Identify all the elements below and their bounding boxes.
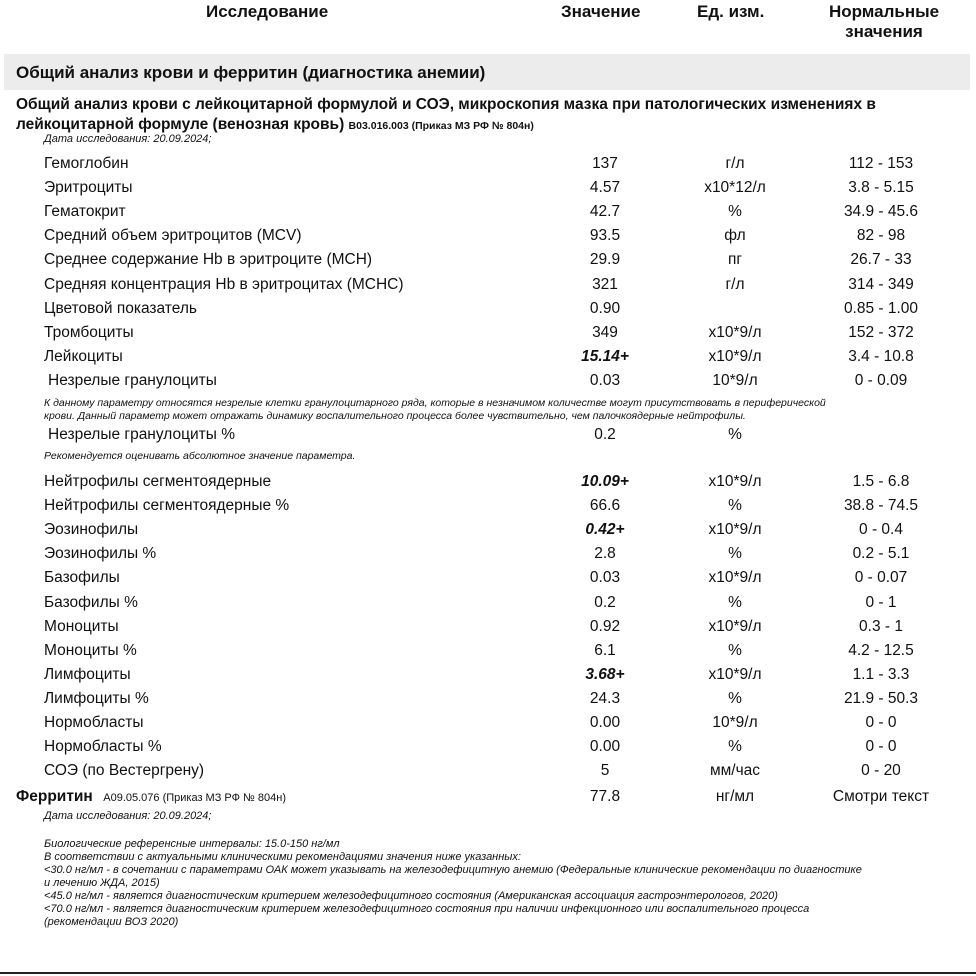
row-name: Незрелые гранулоциты % <box>48 426 235 443</box>
row-name: Эритроциты <box>44 179 133 197</box>
table-row <box>0 471 976 493</box>
row-name: Тромбоциты <box>44 323 134 341</box>
row-value: 0.2 <box>594 593 616 611</box>
table-row <box>0 370 976 392</box>
immature-note-line2: крови. Данный параметр может отражать динамику воспалительного процесса более чувствительно, чем палочкоядерные нейтрофилы. <box>44 410 746 422</box>
row-norm: 0 - 0.09 <box>854 371 908 389</box>
row-norm: 152 - 372 <box>848 323 914 341</box>
table-row <box>0 640 976 662</box>
row-norm: 0.3 - 1 <box>859 617 903 635</box>
row-name: Лейкоциты <box>44 347 123 365</box>
row-name: Гематокрит <box>44 203 126 221</box>
cbc-title <box>16 95 972 136</box>
row-unit: % <box>728 203 742 221</box>
row-name: Средний объем эритроцитов (MCV) <box>44 227 302 245</box>
ferritin-unit: нг/мл <box>715 788 755 805</box>
row-unit: % <box>728 689 742 707</box>
row-name: Нейтрофилы сегментоядерные <box>44 473 272 490</box>
table-row <box>0 688 976 710</box>
row-norm: 3.4 - 10.8 <box>848 347 914 365</box>
row-name: Лимфоциты % <box>44 689 149 707</box>
row-norm: 112 - 153 <box>848 155 914 172</box>
table-row <box>0 346 976 368</box>
row-value: 6.1 <box>594 641 616 659</box>
header-norm-line1: Нормальные <box>828 2 940 21</box>
table-row <box>0 664 976 686</box>
row-unit: % <box>728 497 742 515</box>
table-row <box>0 201 976 223</box>
row-name: Среднее содержание Hb в эритроците (MCH) <box>44 251 373 269</box>
row-name: Лимфоциты <box>44 665 131 683</box>
row-unit: пг <box>727 251 743 269</box>
row-name: Нормобласты <box>44 714 144 731</box>
row-unit: 10*9/л <box>712 714 758 731</box>
row-unit: x10*9/л <box>708 617 762 635</box>
row-value: 0.03 <box>589 371 621 389</box>
ferritin-name: Ферритин <box>16 788 93 805</box>
ferritin-notes <box>44 838 970 929</box>
row-name: СОЭ (по Вестергрену) <box>44 762 205 780</box>
ferritin-note-line: <70.0 нг/мл - является диагностическим критерием железодефицитного состояния при наличии инфекционного или воспалительного процесса <box>44 903 810 915</box>
section-title: Общий анализ крови и ферритин (диагностика анемии) <box>16 63 486 82</box>
row-unit: x10*9/л <box>708 473 762 490</box>
row-value: 24.3 <box>589 689 621 707</box>
table-row <box>0 153 976 175</box>
bottom-divider <box>0 972 976 974</box>
ferritin-note-line: <45.0 нг/мл - является диагностическим критерием железодефицитного состояния (Американская ассоциация гастроэнтерологов, 2020) <box>44 890 778 902</box>
row-norm: 21.9 - 50.3 <box>843 689 919 707</box>
row-unit: x10*12/л <box>704 179 766 197</box>
table-row <box>0 225 976 247</box>
row-value: 5 <box>600 762 610 780</box>
row-value: 4.57 <box>589 179 621 197</box>
row-unit: % <box>728 593 742 611</box>
row-unit: x10*9/л <box>708 521 762 539</box>
row-name: Базофилы <box>44 569 120 587</box>
row-unit: x10*9/л <box>708 665 762 683</box>
row-norm: 0 - 1 <box>865 593 897 611</box>
table-row <box>0 519 976 541</box>
ferritin-note-line: Биологические референсные интервалы: 15.0-150 нг/мл <box>44 838 340 850</box>
row-unit: фл <box>724 227 746 245</box>
row-unit: % <box>728 641 742 659</box>
row-value: 137 <box>592 155 618 172</box>
ferritin-note-line: В соответствии с актуальными клиническими рекомендациями значения ниже указанных: <box>44 851 521 863</box>
ferritin-code: A09.05.076 (Приказ МЗ РФ № 804н) <box>103 792 287 804</box>
row-unit: мм/час <box>709 762 761 780</box>
row-value: 15.14+ <box>581 347 629 365</box>
row-name: Эозинофилы % <box>44 545 157 563</box>
row-value: 0.90 <box>589 299 621 317</box>
row-norm: 0 - 0 <box>865 714 897 731</box>
row-name: Незрелые гранулоциты <box>48 371 217 389</box>
cbc-code: B03.016.003 (Приказ МЗ РФ № 804н) <box>348 120 534 132</box>
row-unit: % <box>728 738 742 756</box>
row-value: 0.2 <box>594 426 616 443</box>
ferritin-value: 77.8 <box>589 788 621 805</box>
row-name: Средняя концентрация Hb в эритроцитах (MCHC) <box>44 275 404 293</box>
row-name: Базофилы % <box>44 593 138 611</box>
table-row <box>0 567 976 589</box>
row-norm: 0 - 20 <box>861 762 901 780</box>
row-norm: 0 - 0.4 <box>859 521 903 539</box>
row-value: 42.7 <box>589 203 621 221</box>
ferritin-note-line: (рекомендации ВОЗ 2020) <box>44 916 179 928</box>
row-name: Цветовой показатель <box>44 299 197 317</box>
row-unit: x10*9/л <box>708 347 762 365</box>
row-value: 321 <box>592 275 618 293</box>
row-value: 3.68+ <box>585 665 625 683</box>
row-norm: 3.8 - 5.15 <box>848 179 914 197</box>
row-name: Гемоглобин <box>44 155 129 172</box>
table-row <box>0 424 976 446</box>
row-norm: 34.9 - 45.6 <box>843 203 919 221</box>
table-row <box>0 177 976 199</box>
row-value: 0.00 <box>589 714 621 731</box>
table-row <box>0 249 976 271</box>
row-norm: 0.2 - 5.1 <box>852 545 910 563</box>
row-norm: 314 - 349 <box>848 275 914 293</box>
row-value: 29.9 <box>589 251 621 269</box>
table-row <box>0 760 976 782</box>
row-value: 349 <box>592 323 618 341</box>
cbc-title-text: Общий анализ крови с лейкоцитарной формулой и СОЭ, микроскопия мазка при патологических изменениях в лейкоцитарной формуле (венозная кровь) <box>16 96 876 133</box>
row-unit: г/л <box>725 275 745 293</box>
row-name: Эозинофилы <box>44 521 139 539</box>
row-norm: 0 - 0 <box>865 738 897 756</box>
table-row <box>0 298 976 320</box>
row-unit: x10*9/л <box>708 569 762 587</box>
row-norm: 26.7 - 33 <box>850 251 912 269</box>
row-name: Моноциты <box>44 617 119 635</box>
table-row <box>0 616 976 638</box>
table-row <box>0 543 976 565</box>
row-unit: % <box>728 426 742 443</box>
header-norm <box>804 2 964 42</box>
row-value: 66.6 <box>589 497 621 515</box>
header-test: Исследование <box>206 2 329 21</box>
row-value: 2.8 <box>594 545 616 563</box>
table-row <box>0 736 976 758</box>
row-value: 0.03 <box>589 569 621 587</box>
row-norm: 0 - 0.07 <box>854 569 908 587</box>
immature-note-line1: К данному параметру относятся незрелые клетки гранулоцитарного ряда, которые в незначимом количестве могут присутствовать в периферической <box>44 397 826 409</box>
table-row <box>0 592 976 614</box>
ferritin-date: Дата исследования: 20.09.2024; <box>44 810 212 822</box>
row-unit: 10*9/л <box>712 371 758 389</box>
row-norm: 1.5 - 6.8 <box>852 473 910 490</box>
cbc-date: Дата исследования: 20.09.2024; <box>44 133 212 145</box>
row-norm: 82 - 98 <box>856 227 906 245</box>
ferritin-note-line: и лечению ЖДА, 2015) <box>44 877 160 889</box>
row-name: Моноциты % <box>44 641 137 659</box>
table-row <box>0 274 976 296</box>
header-norm-line2: значения <box>845 22 923 41</box>
ferritin-note-line: <30.0 нг/мл - в сочетании с параметрами ОАК может указывать на железодефицитную анемию (Федеральные клинические рекомендации по диагностике <box>44 864 862 876</box>
row-unit: % <box>728 545 742 563</box>
row-norm: 1.1 - 3.3 <box>852 665 910 683</box>
row-name: Нейтрофилы сегментоядерные % <box>44 497 290 515</box>
table-row <box>0 712 976 734</box>
row-value: 0.00 <box>589 738 621 756</box>
row-unit: г/л <box>725 155 745 172</box>
row-name: Нормобласты % <box>44 738 162 756</box>
row-value: 10.09+ <box>581 473 629 490</box>
row-value: 0.92 <box>589 617 621 635</box>
ferritin-row <box>0 786 976 808</box>
abs-value-note: Рекомендуется оценивать абсолютное значение параметра. <box>44 450 356 462</box>
table-row <box>0 495 976 517</box>
ferritin-norm: Смотри текст <box>832 788 930 805</box>
row-value: 0.42+ <box>585 521 625 539</box>
row-norm: 0.85 - 1.00 <box>843 299 919 317</box>
row-norm: 38.8 - 74.5 <box>843 497 919 515</box>
header-value: Значение <box>561 2 641 21</box>
row-norm: 4.2 - 12.5 <box>848 641 914 659</box>
header-unit: Ед. изм. <box>697 2 765 21</box>
row-value: 93.5 <box>589 227 621 245</box>
table-row <box>0 322 976 344</box>
row-unit: x10*9/л <box>708 323 762 341</box>
